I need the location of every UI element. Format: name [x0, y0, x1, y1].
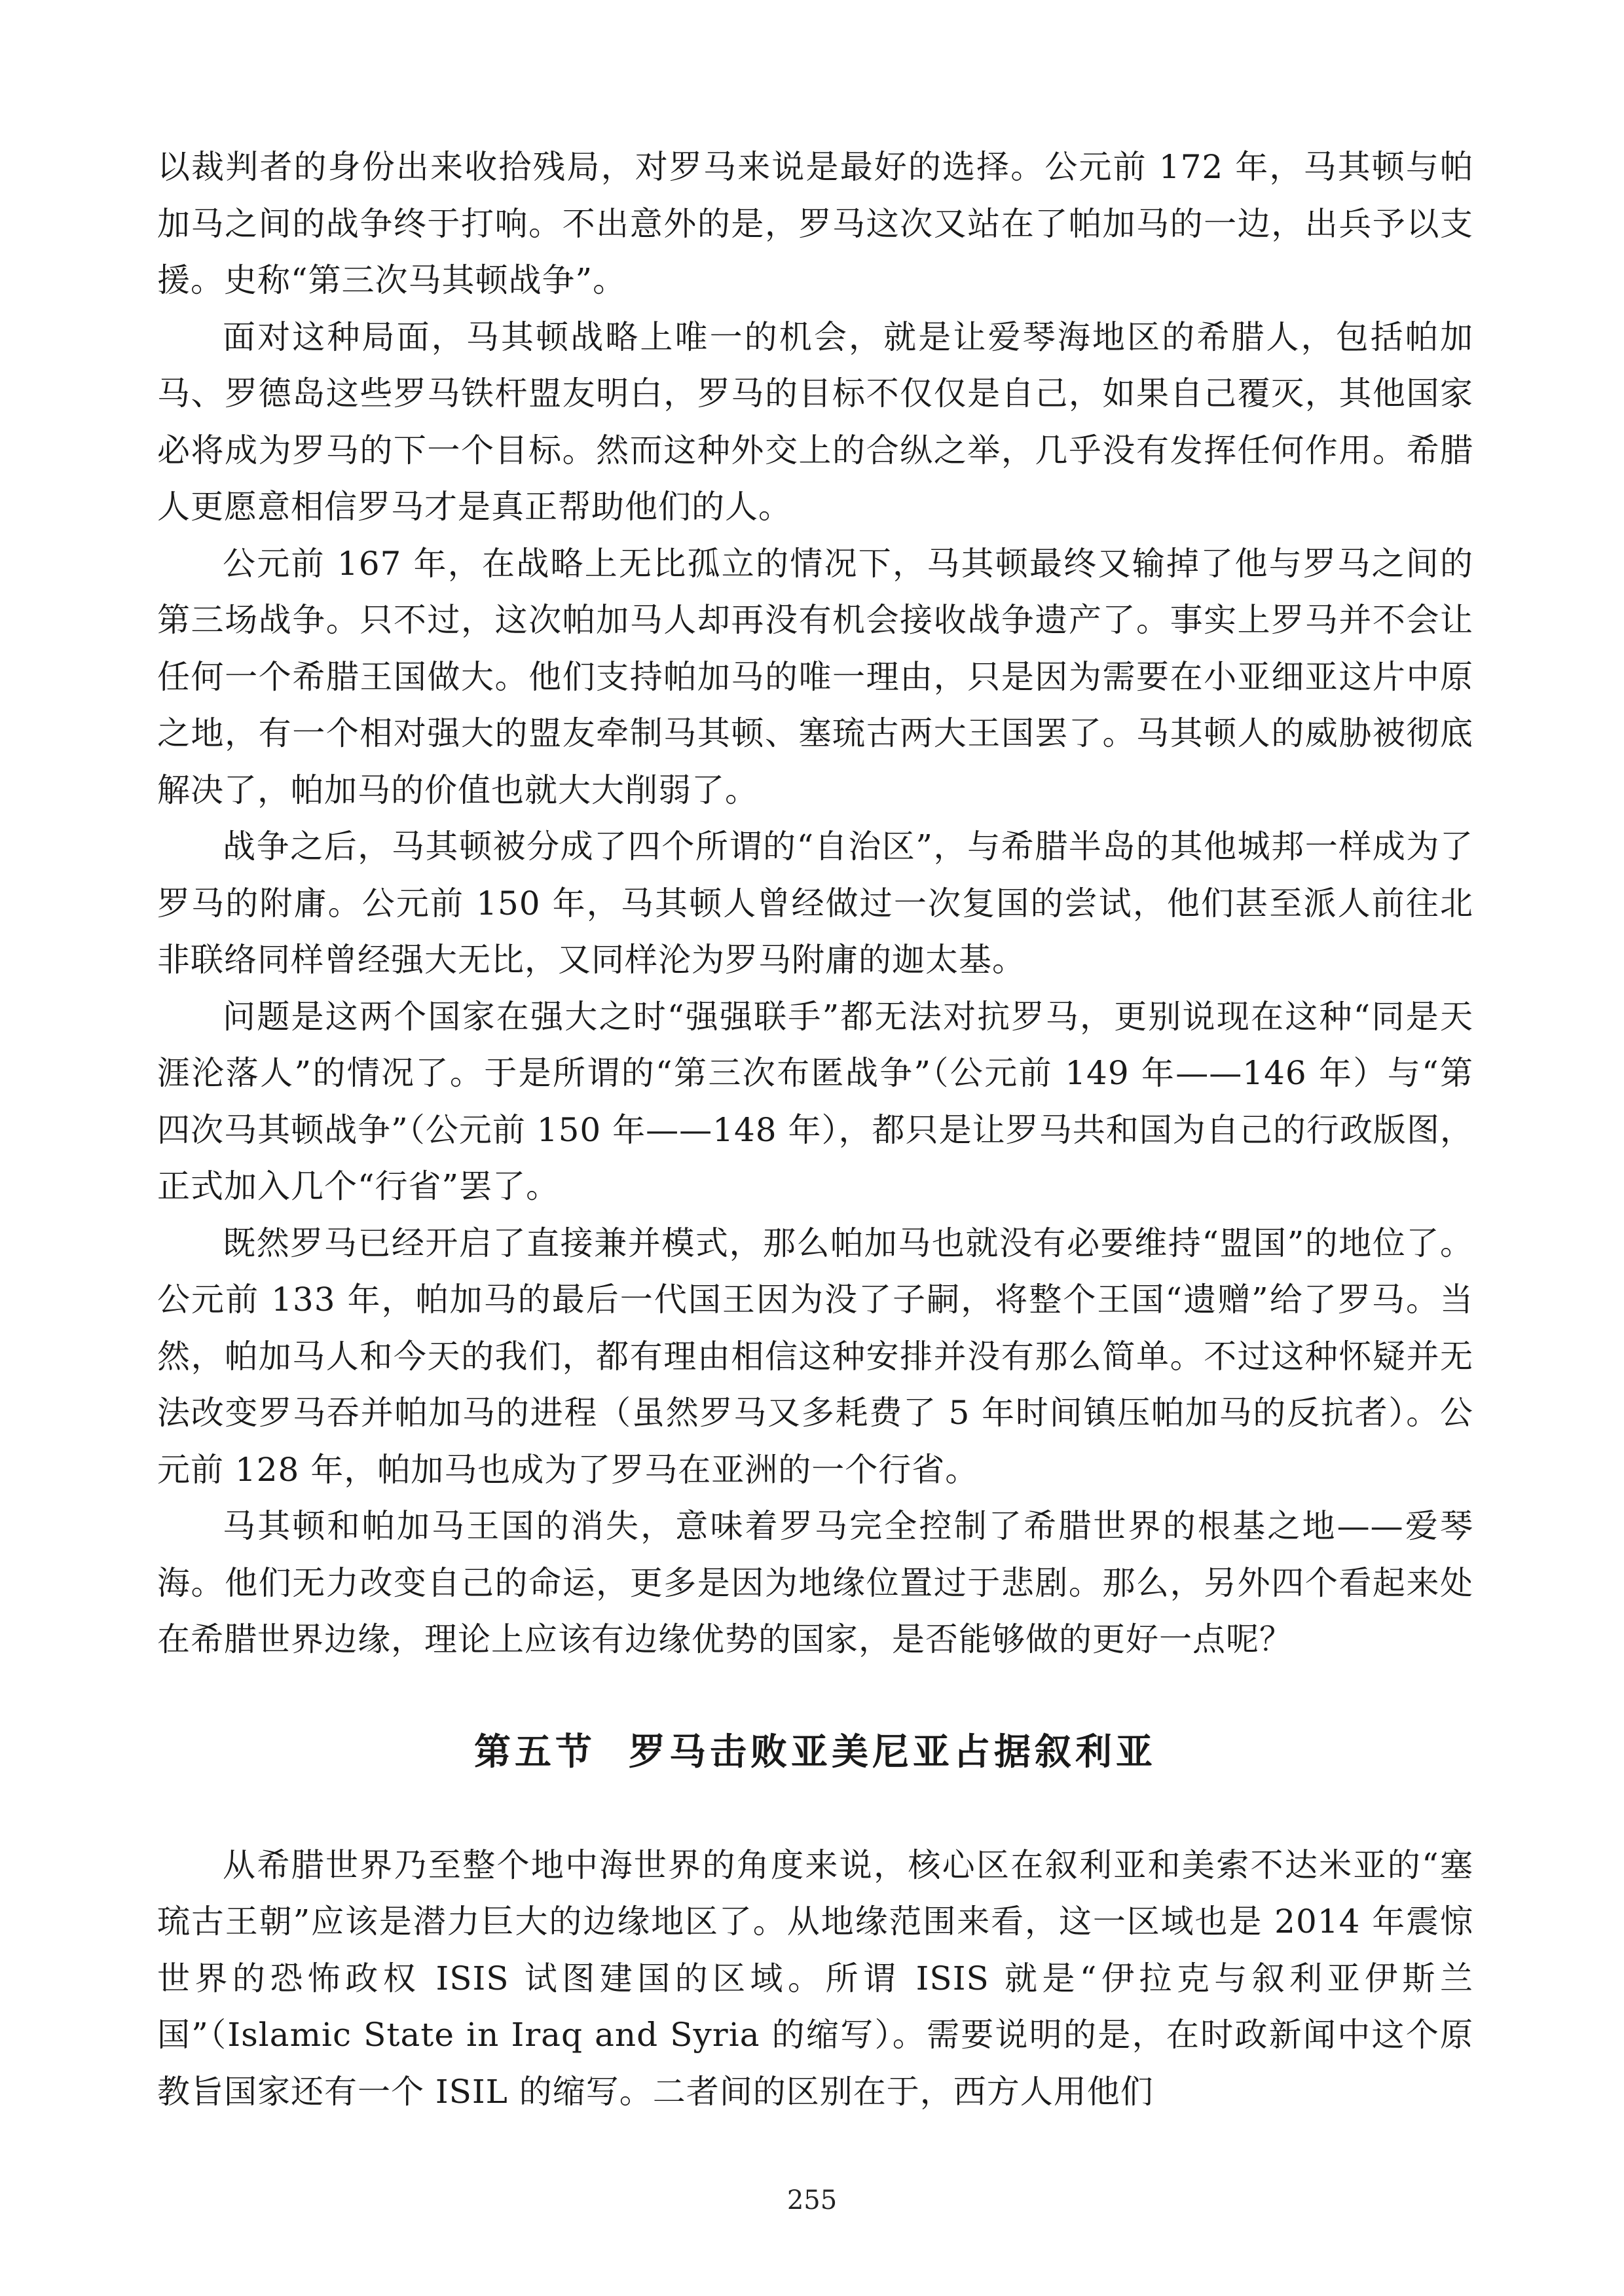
paragraph-6: 既然罗马已经开启了直接兼并模式，那么帕加马也就没有必要维持“盟国”的地位了。公元前 133 年，帕加马的最后一代国王因为没了子嗣，将整个王国“遗赠”给了罗马。当然，帕加马人和今天的我们，都有理由相信这种安排并没有那么简单。不过这种怀疑并无法改变罗马吞并帕加马的进程（虽然罗马又多耗费了 5 年时间镇压帕加马的反抗者）。公元前 128 年，帕加马也成为了罗马在亚洲的一个行省。: [157, 1224, 1473, 1489]
paragraph-4: 战争之后，马其顿被分成了四个所谓的“自治区”，与希腊半岛的其他城邦一样成为了罗马的附庸。公元前 150 年，马其顿人曾经做过一次复国的尝试，他们甚至派人前往北非联络同样曾经强大无比，又同样沦为罗马附庸的迦太基。: [157, 828, 1473, 979]
section-title: 罗马击败亚美尼亚占据叙利亚: [629, 1730, 1156, 1774]
paragraph-7: 马其顿和帕加马王国的消失，意味着罗马完全控制了希腊世界的根基之地——爱琴海。他们无力改变自己的命运，更多是因为地缘位置过于悲剧。那么，另外四个看起来处在希腊世界边缘，理论上应该有边缘优势的国家，是否能够做的更好一点呢？: [157, 1507, 1473, 1658]
section-number: 第五节: [474, 1730, 596, 1774]
paragraph-1: 以裁判者的身份出来收拾残局，对罗马来说是最好的选择。公元前 172 年，马其顿与帕加马之间的战争终于打响。不出意外的是，罗马这次又站在了帕加马的一边，出兵予以支援。史称“第三次马其顿战争”。: [157, 148, 1473, 299]
section-heading: [157, 1724, 1473, 1781]
paragraph-2: 面对这种局面，马其顿战略上唯一的机会，就是让爱琴海地区的希腊人，包括帕加马、罗德岛这些罗马铁杆盟友明白，罗马的目标不仅仅是自己，如果自己覆灭，其他国家必将成为罗马的下一个目标。然而这种外交上的合纵之举，几乎没有发挥任何作用。希腊人更愿意相信罗马才是真正帮助他们的人。: [157, 318, 1473, 526]
page-body: [157, 139, 1473, 2120]
page-number: 255: [786, 2185, 838, 2215]
paragraph-3: 公元前 167 年，在战略上无比孤立的情况下，马其顿最终又输掉了他与罗马之间的第三场战争。只不过，这次帕加马人却再没有机会接收战争遗产了。事实上罗马并不会让任何一个希腊王国做大。他们支持帕加马的唯一理由，只是因为需要在小亚细亚这片中原之地，有一个相对强大的盟友牵制马其顿、塞琉古两大王国罢了。马其顿人的威胁被彻底解决了，帕加马的价值也就大大削弱了。: [157, 544, 1473, 809]
paragraph-8: 从希腊世界乃至整个地中海世界的角度来说，核心区在叙利亚和美索不达米亚的“塞琉古王朝”应该是潜力巨大的边缘地区了。从地缘范围来看，这一区域也是 2014 年震惊世界的恐怖政权 ISIS 试图建国的区域。所谓 ISIS 就是“伊拉克与叙利亚伊斯兰国”（Islamic State in Iraq and Syria 的缩写）。需要说明的是，在时政新闻中这个原教旨国家还有一个 ISIL 的缩写。二者间的区别在于，西方人用他们: [157, 1846, 1473, 2111]
paragraph-5: 问题是这两个国家在强大之时“强强联手”都无法对抗罗马，更别说现在这种“同是天涯沦落人”的情况了。于是所谓的“第三次布匿战争”（公元前 149 年——146 年）与“第四次马其顿战争”（公元前 150 年——148 年），都只是让罗马共和国为自己的行政版图，正式加入几个“行省”罢了。: [157, 997, 1473, 1205]
